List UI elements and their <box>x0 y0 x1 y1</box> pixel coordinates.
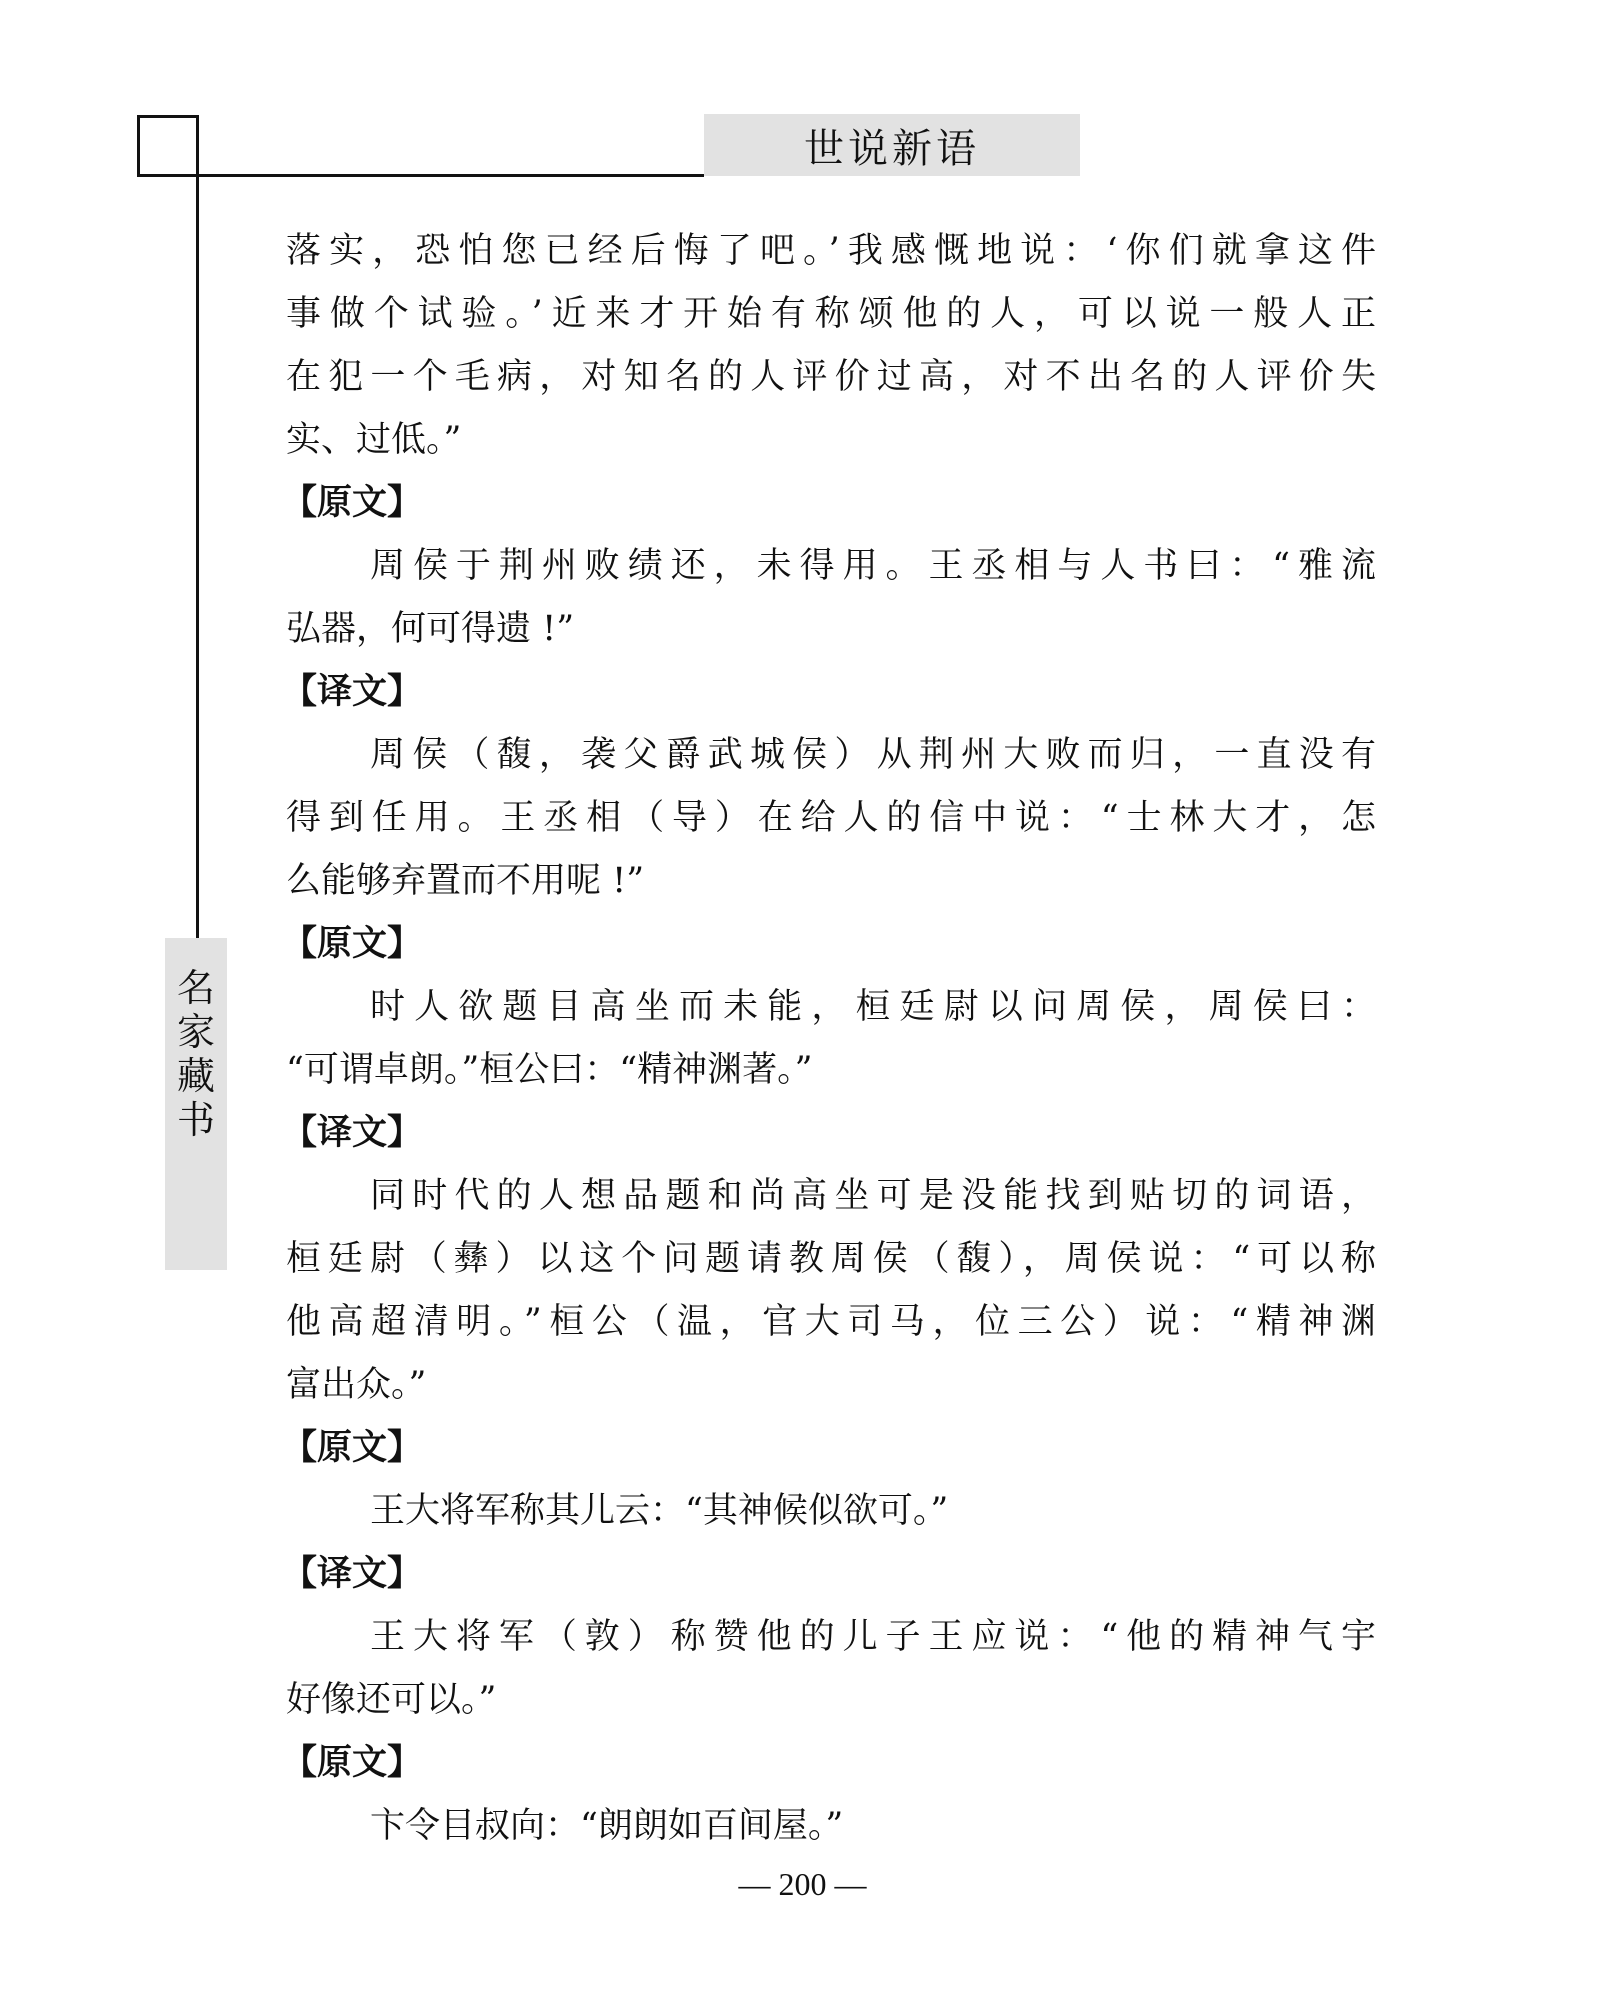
text-line: 卞令目叔向：“朗朗如百间屋。” <box>370 1806 844 1846</box>
text-line: 落实，恐怕您已经后悔了吧。’我感慨地说：‘你们就拿这件 <box>286 231 1376 271</box>
section-heading: 【译文】 <box>282 1113 423 1153</box>
text-line: 在犯一个毛病，对知名的人评价过高，对不出名的人评价失 <box>286 357 1376 397</box>
side-tab-char: 书 <box>176 1098 215 1142</box>
text-line: 他高超清明。”桓公（温，官大司马，位三公）说：“精神渊 <box>286 1302 1376 1342</box>
text-line: 王大将军（敦）称赞他的儿子王应说：“他的精神气宇 <box>370 1617 1376 1657</box>
side-tab-char: 名 <box>176 966 215 1010</box>
book-title: 世说新语 <box>804 125 980 172</box>
header-rule <box>137 174 704 177</box>
text-line: 王大将军称其儿云：“其神候似欲可。” <box>370 1491 949 1531</box>
text-line: 弘器，何可得遗 !” <box>286 609 575 649</box>
text-line: 好像还可以。” <box>286 1680 497 1720</box>
text-line: 桓廷尉（彝）以这个问题请教周侯（馥），周侯说：“可以称 <box>286 1239 1376 1279</box>
margin-rule <box>196 115 199 940</box>
section-heading: 【原文】 <box>282 924 423 964</box>
text-line: 周侯（馥，袭父爵武城侯）从荆州大败而归，一直没有 <box>370 735 1376 775</box>
section-heading: 【原文】 <box>282 1743 423 1783</box>
text-line: 得到任用。王丞相（导）在给人的信中说：“士林大才，怎 <box>286 798 1376 838</box>
text-line: 么能够弃置而不用呢 !” <box>286 861 645 901</box>
running-header <box>704 114 1080 176</box>
section-heading: 【译文】 <box>282 672 423 712</box>
text-line: “可谓卓朗。”桓公曰：“精神渊著。” <box>286 1050 813 1090</box>
side-tab <box>165 938 227 1270</box>
text-line: 实、过低。” <box>286 420 462 460</box>
text-line: 同时代的人想品题和尚高坐可是没能找到贴切的词语， <box>370 1176 1376 1216</box>
section-heading: 【译文】 <box>282 1554 423 1594</box>
text-line: 周侯于荆州败绩还，未得用。王丞相与人书曰：“雅流 <box>370 546 1376 586</box>
text-line: 富出众。” <box>286 1365 427 1405</box>
corner-frame-box <box>137 115 199 177</box>
side-tab-char: 藏 <box>176 1054 215 1098</box>
page-number: — 200 — <box>738 1866 867 1902</box>
section-heading: 【原文】 <box>282 1428 423 1468</box>
page-body <box>282 220 1376 1858</box>
text-line: 事做个试验。’近来才开始有称颂他的人，可以说一般人正 <box>286 294 1376 334</box>
side-tab-char: 家 <box>176 1010 215 1054</box>
text-line: 时人欲题目高坐而未能，桓廷尉以问周侯，周侯曰： <box>370 987 1376 1027</box>
section-heading: 【原文】 <box>282 483 423 523</box>
